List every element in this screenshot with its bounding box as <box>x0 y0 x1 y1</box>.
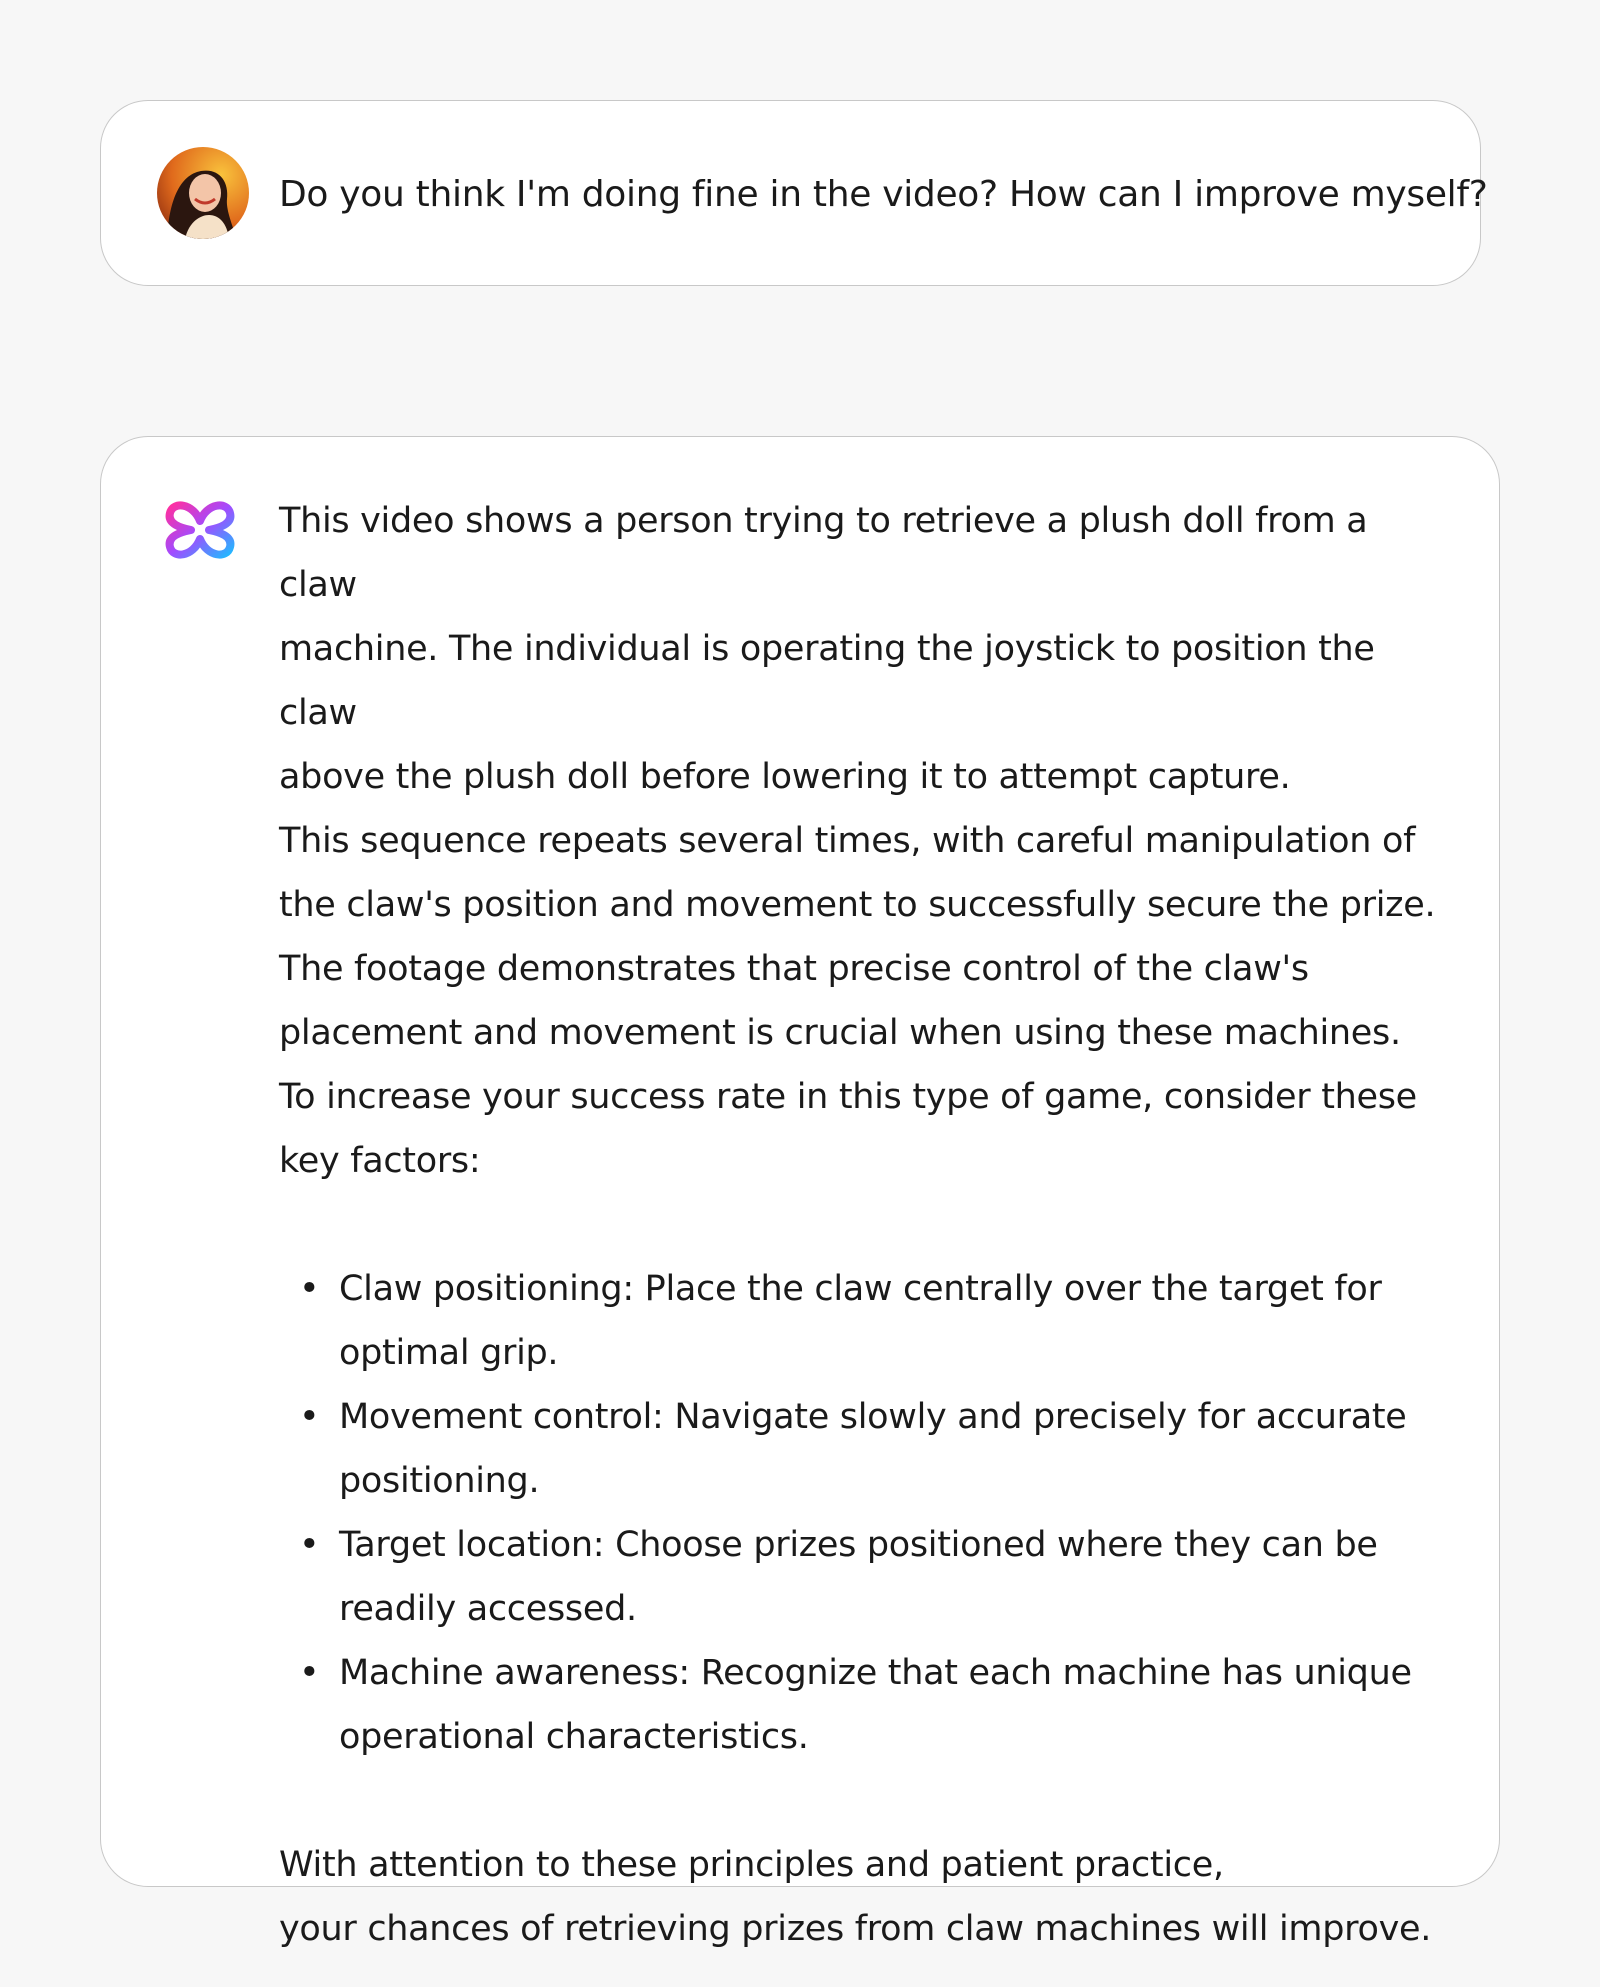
intro-line: To increase your success rate in this type of game, consider these <box>279 1077 1417 1117</box>
list-item <box>279 1385 1449 1513</box>
intro-line: This video shows a person trying to retrieve a plush doll from a claw <box>279 501 1368 605</box>
intro-line: key factors: <box>279 1141 481 1181</box>
closing-line: your chances of retrieving prizes from claw machines will improve. <box>279 1909 1432 1949</box>
key-factors-list <box>279 1257 1449 1769</box>
bullet-icon: • <box>299 1653 320 1693</box>
list-item-line: positioning. <box>339 1461 540 1501</box>
bullet-icon: • <box>299 1397 320 1437</box>
list-item-line: Machine awareness: Recognize that each machine has unique <box>339 1653 1412 1693</box>
assistant-logo-icon <box>161 491 239 569</box>
assistant-message-content <box>279 489 1449 1961</box>
list-item-line: readily accessed. <box>339 1589 637 1629</box>
assistant-message-bubble <box>100 436 1500 1949</box>
spacer <box>279 1769 1449 1833</box>
intro-line: above the plush doll before lowering it to attempt capture. <box>279 757 1291 797</box>
user-message-text: Do you think I'm doing fine in the video? How can I improve myself? <box>279 173 1488 215</box>
intro-line: This sequence repeats several times, with careful manipulation of <box>279 821 1416 861</box>
list-item-line: optimal grip. <box>339 1333 559 1373</box>
list-item-line: Claw positioning: Place the claw centrally over the target for <box>339 1269 1382 1309</box>
user-message-bubble <box>100 100 1488 286</box>
bullet-icon: • <box>299 1269 320 1309</box>
list-item-line: operational characteristics. <box>339 1717 809 1757</box>
spacer <box>279 1193 1449 1257</box>
list-item-line: Movement control: Navigate slowly and precisely for accurate <box>339 1397 1407 1437</box>
list-item <box>279 1257 1449 1385</box>
intro-line: placement and movement is crucial when using these machines. <box>279 1013 1401 1053</box>
list-item-line: Target location: Choose prizes positioned where they can be <box>339 1525 1378 1565</box>
user-avatar-icon <box>157 147 249 239</box>
intro-line: the claw's position and movement to successfully secure the prize. <box>279 885 1436 925</box>
bullet-icon: • <box>299 1525 320 1565</box>
list-item <box>279 1513 1449 1641</box>
intro-line: machine. The individual is operating the joystick to position the claw <box>279 629 1375 733</box>
intro-line: The footage demonstrates that precise control of the claw's <box>279 949 1309 989</box>
list-item <box>279 1641 1449 1769</box>
closing-line: With attention to these principles and patient practice, <box>279 1845 1224 1885</box>
